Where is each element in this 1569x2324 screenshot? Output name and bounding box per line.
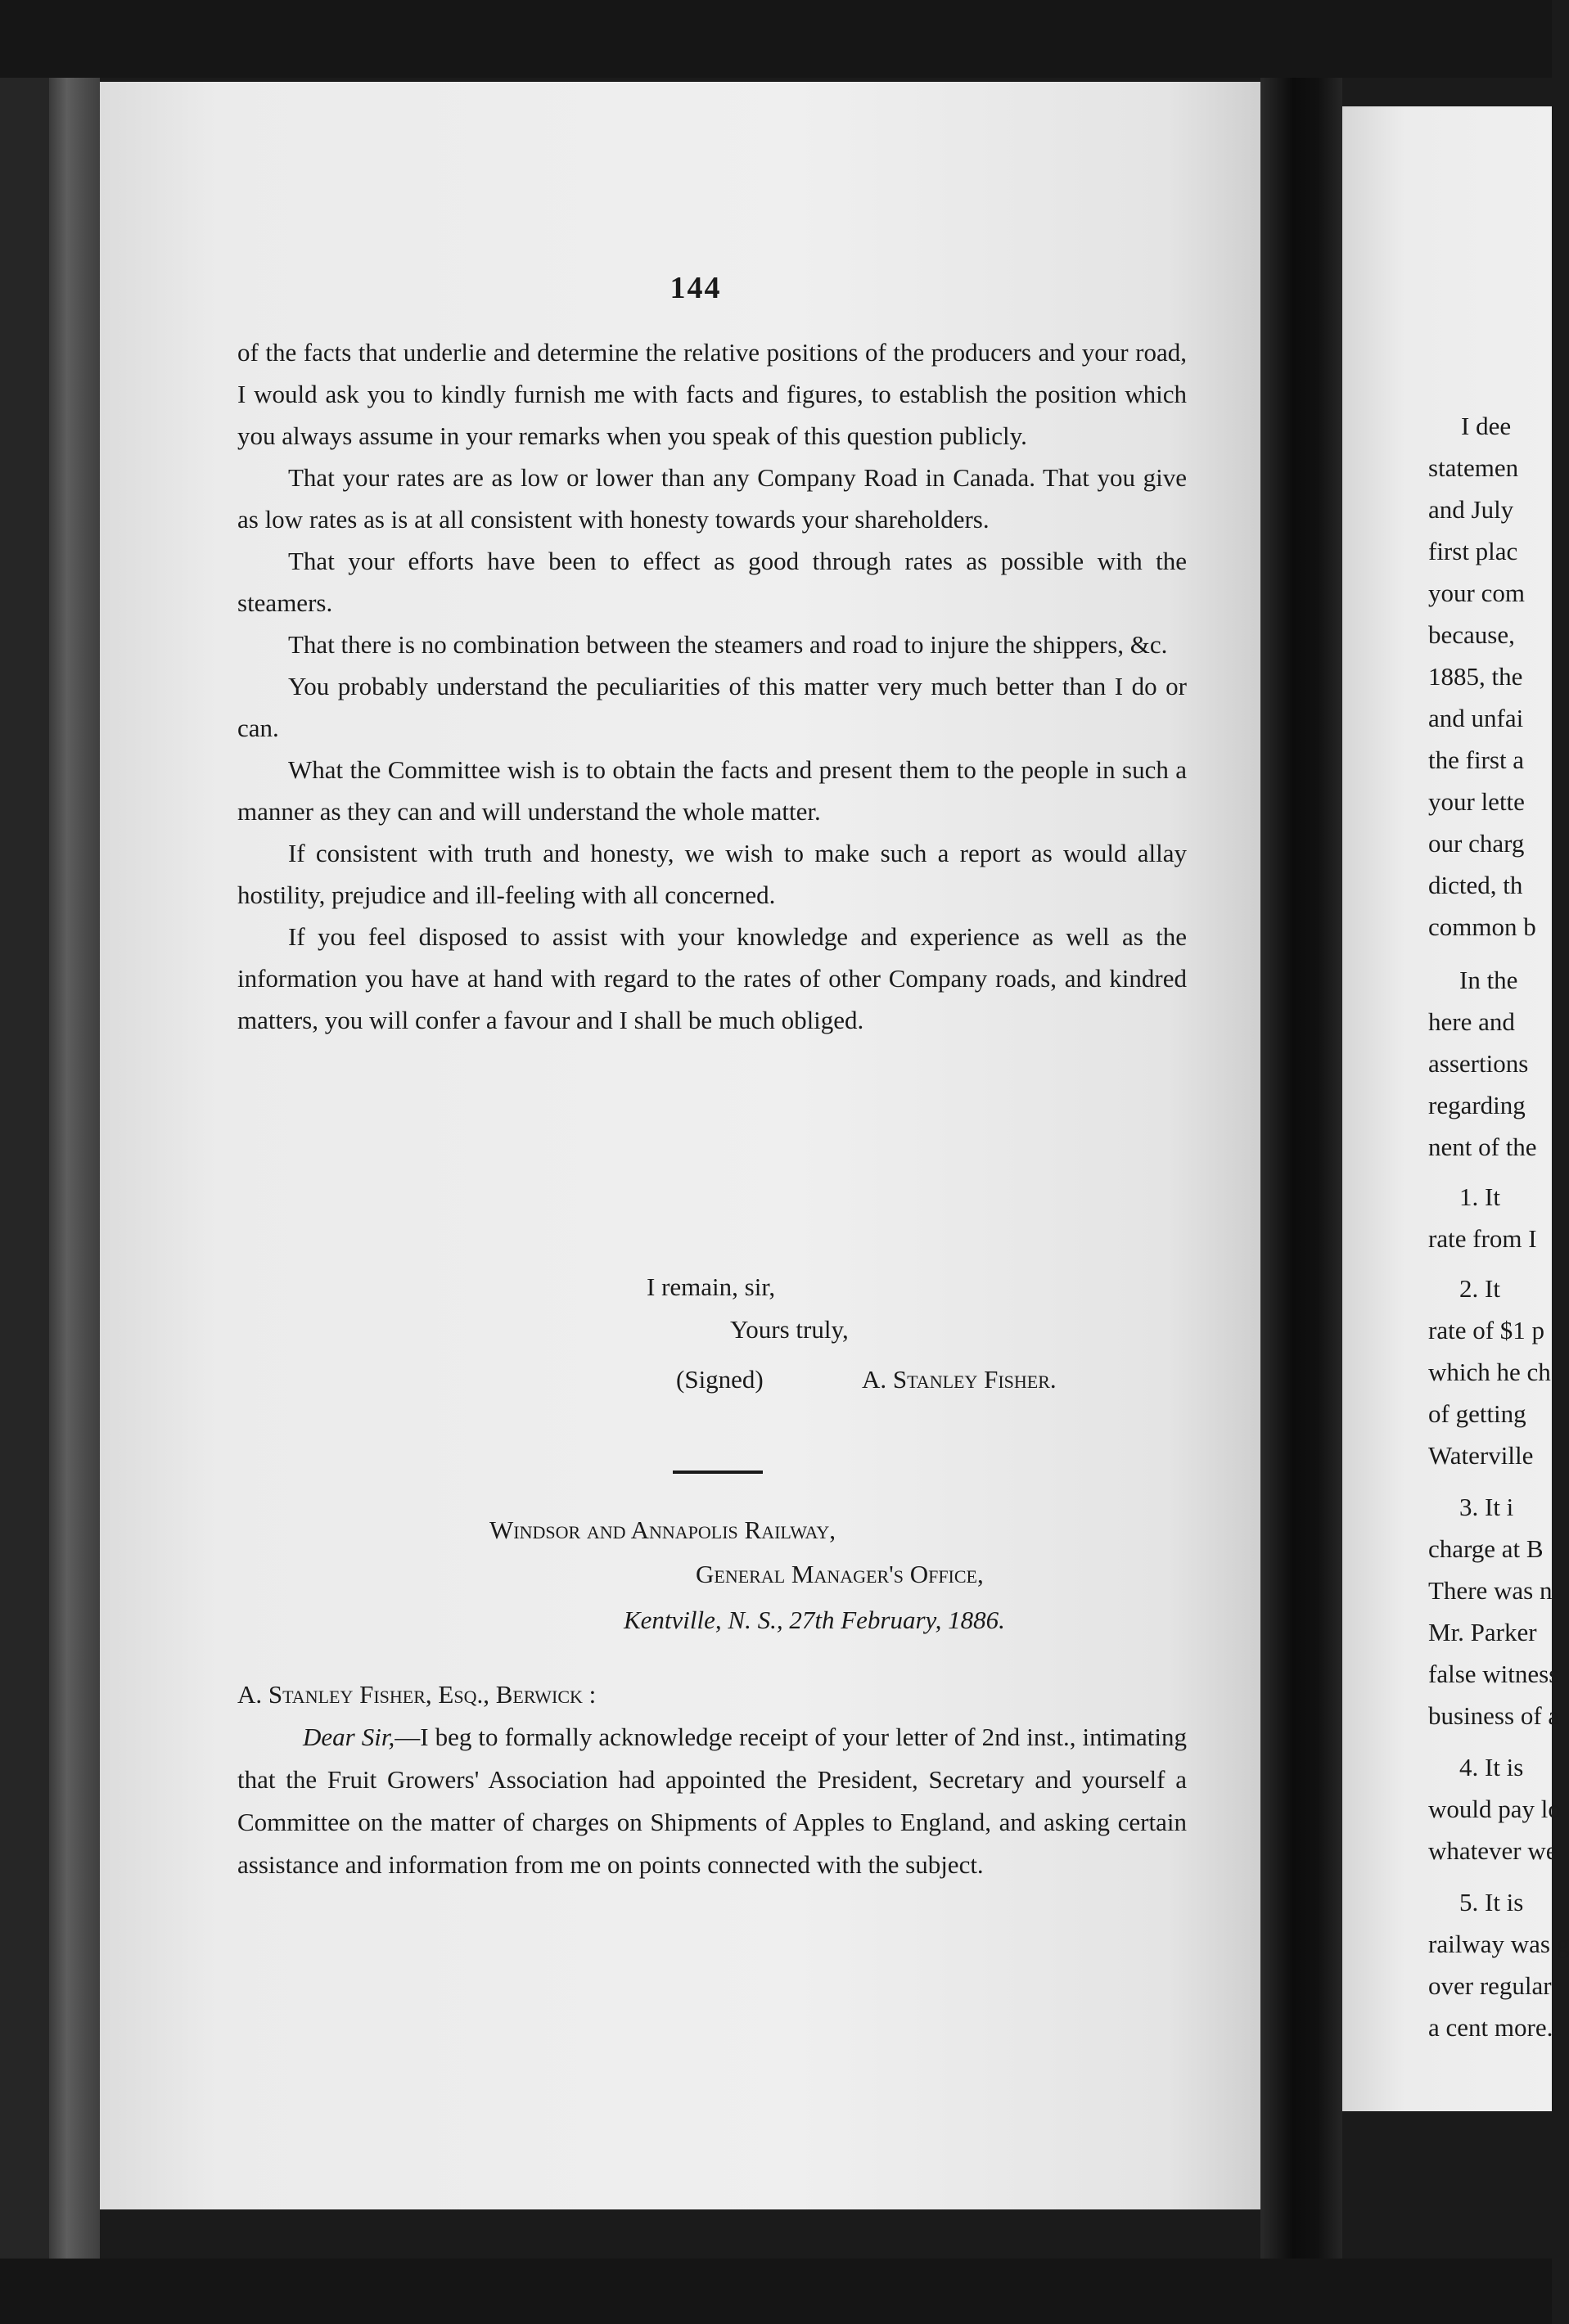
- paragraph: If you feel disposed to assist with your knowledge and experience as well as the information you have at hand with regard to the rates of other Company roads, and kindred matters, you will confer a favour and I shall be much obliged.: [237, 922, 1187, 1034]
- section-divider: [673, 1471, 763, 1474]
- closing-remain: I remain, sir,: [647, 1272, 776, 1301]
- facing-page-line: the first a: [1428, 745, 1525, 774]
- facing-page-line: which he ch: [1428, 1358, 1551, 1386]
- facing-page-line: and unfai: [1428, 704, 1524, 732]
- facing-page-line: your com: [1428, 579, 1525, 607]
- facing-page-line: 2. It: [1459, 1274, 1500, 1303]
- facing-page-line: our charg: [1428, 829, 1525, 858]
- facing-page-line: first plac: [1428, 537, 1518, 565]
- facing-page-line: rate from I: [1428, 1224, 1537, 1253]
- facing-page-line: 3. It i: [1459, 1493, 1514, 1521]
- facing-page-line: false witness: [1428, 1660, 1559, 1688]
- facing-page-line: There was n: [1428, 1576, 1553, 1605]
- body-text: [237, 331, 1187, 1041]
- letter-body-text: —I beg to formally acknowledge receipt of your letter of 2nd inst., intimating that the Fruit Growers' Association had appointed the President, Secretary and yourself a Committee on the matter of charges on Shipments of Apples to England, and asking certain assistance and information from me on points connected with the subject.: [237, 1723, 1187, 1879]
- facing-page-line: regarding: [1428, 1091, 1526, 1119]
- facing-page-line: dicted, th: [1428, 871, 1523, 899]
- paragraph: You probably understand the peculiarities of this matter very much better than I do or can.: [237, 672, 1187, 742]
- facing-page-line: railway was g: [1428, 1930, 1569, 1958]
- facing-page-line: I dee: [1461, 412, 1512, 440]
- facing-page-line: here and: [1428, 1007, 1515, 1036]
- letterhead-office: General Manager's Office,: [696, 1560, 984, 1588]
- letter-salutation: Dear Sir,: [303, 1723, 395, 1751]
- facing-page-line: assertions: [1428, 1049, 1529, 1078]
- closing-yours: Yours truly,: [730, 1315, 849, 1344]
- paragraph: If consistent with truth and honesty, we wish to make such a report as would allay hostility, prejudice and ill-feeling with all concerned.: [237, 839, 1187, 909]
- book-gutter: [1260, 78, 1342, 2259]
- facing-page-line: and July: [1428, 495, 1514, 524]
- facing-page-line: over regular: [1428, 1971, 1552, 2000]
- facing-page-line: statemen: [1428, 453, 1519, 482]
- facing-page-line: whatever we: [1428, 1836, 1558, 1865]
- facing-page-line: business of a: [1428, 1701, 1560, 1730]
- letter-addressee: A. Stanley Fisher, Esq., Berwick :: [237, 1680, 597, 1709]
- paragraph: That there is no combination between the steamers and road to injure the shippers, &c.: [288, 630, 1168, 659]
- facing-page-line: 1885, the: [1428, 662, 1523, 691]
- letter-text: [237, 1673, 1187, 1886]
- letterhead-company: Windsor and Annapolis Railway,: [489, 1516, 836, 1544]
- facing-page-line: because,: [1428, 620, 1515, 649]
- paragraph: of the facts that underlie and determine the relative positions of the producers and your road, I would ask you to kindly furnish me with facts and figures, to establish the position which you always assume in your remarks when you speak of this question publicly.: [237, 338, 1187, 450]
- facing-page-line: common b: [1428, 912, 1536, 941]
- facing-page-line: Waterville: [1428, 1441, 1534, 1470]
- facing-page-line: would pay lo: [1428, 1795, 1561, 1823]
- facing-page-line: In the: [1459, 966, 1518, 994]
- closing-signed-label: (Signed): [676, 1365, 764, 1394]
- facing-page-line: nent of the: [1428, 1133, 1537, 1161]
- facing-page-line: your lette: [1428, 787, 1525, 816]
- facing-page-line: charge at B: [1428, 1534, 1544, 1563]
- letter-body: [237, 1716, 1187, 1886]
- scan-border-bottom: [0, 2259, 1552, 2324]
- book-edge-left: [49, 78, 100, 2259]
- letterhead-date: Kentville, N. S., 27th February, 1886.: [624, 1606, 1005, 1634]
- paragraph: What the Committee wish is to obtain the facts and present them to the people in such a manner as they can and will understand the whole matter.: [237, 755, 1187, 826]
- paragraph: That your rates are as low or lower than any Company Road in Canada. That you give as low rates as is at all consistent with honesty towards your shareholders.: [237, 463, 1187, 534]
- facing-page-line: of getting: [1428, 1399, 1526, 1428]
- facing-page-text: [1428, 405, 1569, 2048]
- paragraph: That your efforts have been to effect as good through rates as possible with the steamers.: [237, 547, 1187, 617]
- closing-signature-name: A. Stanley Fisher.: [862, 1365, 1057, 1394]
- facing-page-line: Mr. Parker: [1428, 1618, 1537, 1646]
- facing-page-line: a cent more.: [1428, 2013, 1553, 2042]
- scan-border-top: [0, 0, 1552, 78]
- facing-page-line: 1. It: [1459, 1182, 1500, 1211]
- facing-page-line: 4. It is: [1459, 1753, 1524, 1781]
- facing-page-line: 5. It is: [1459, 1888, 1524, 1916]
- page-right: [1342, 106, 1569, 2111]
- page-number: 144: [670, 271, 722, 305]
- scan-border-left: [0, 78, 49, 2259]
- facing-page-line: rate of $1 p: [1428, 1316, 1545, 1344]
